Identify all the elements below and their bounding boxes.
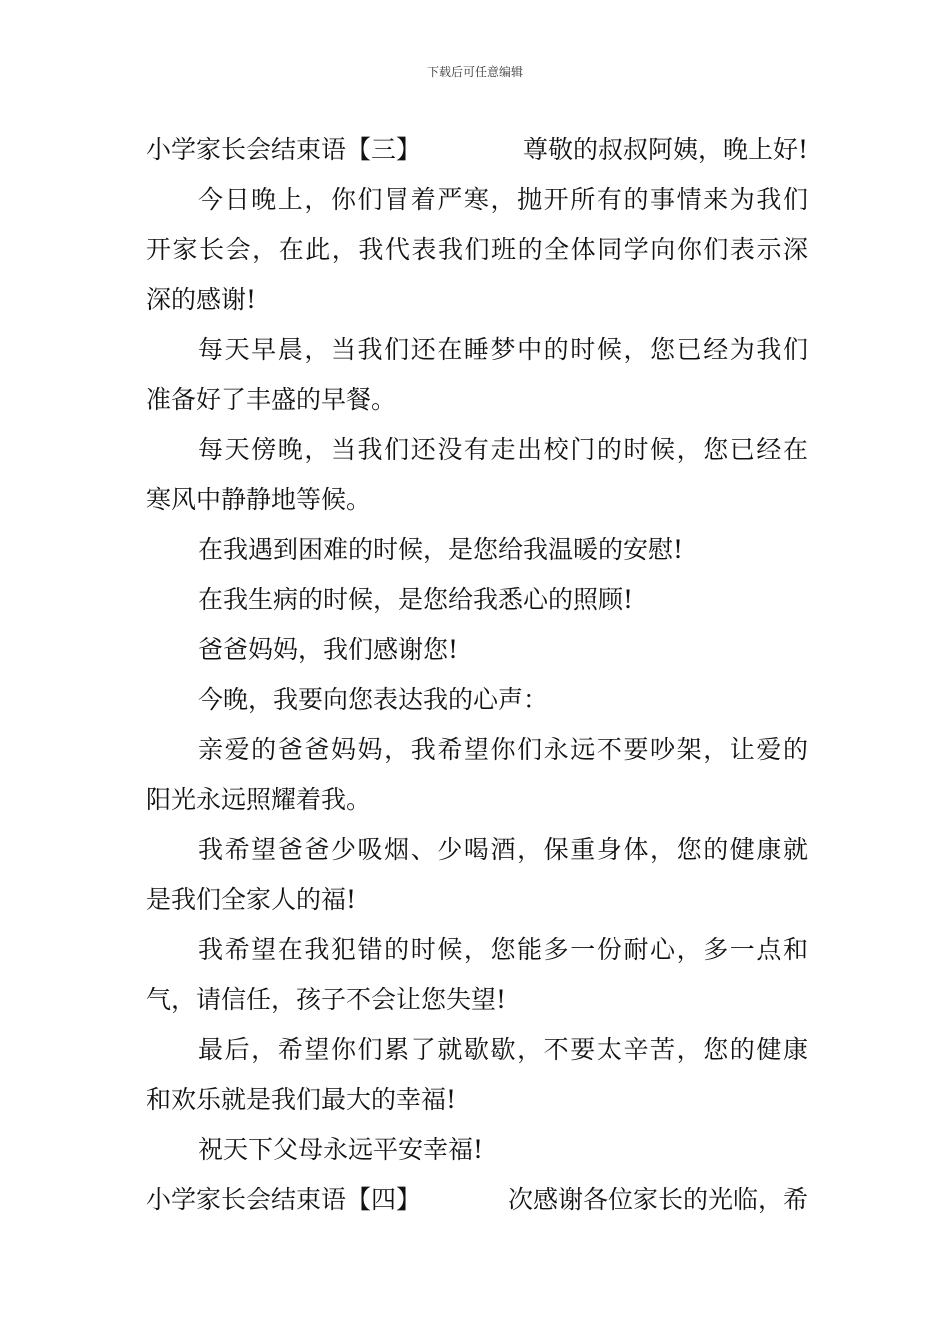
paragraph-line: 爸爸妈妈，我们感谢您!	[198, 635, 459, 664]
paragraph-line: 开家长会，在此，我代表我们班的全体同学向你们表示深	[146, 235, 808, 264]
page-header: 下载后可任意编辑	[426, 65, 523, 79]
paragraph-line: 今晚，我要向您表达我的心声：	[198, 685, 549, 714]
paragraph-line: 每天早晨，当我们还在睡梦中的时候，您已经为我们	[198, 335, 808, 364]
paragraph-line: 深的感谢!	[146, 285, 257, 314]
paragraph-line: 在我遇到困难的时候，是您给我温暖的安慰!	[198, 535, 684, 564]
greeting-text: 尊敬的叔叔阿姨，晚上好!	[522, 135, 808, 164]
section-heading-4	[146, 1175, 808, 1225]
section-title-4: 小学家长会结束语【四】	[146, 1185, 422, 1214]
section-heading-3	[146, 125, 808, 175]
paragraph-line: 气，请信任，孩子不会让您失望!	[146, 985, 507, 1014]
paragraph-line: 和欢乐就是我们最大的幸福!	[146, 1085, 457, 1114]
paragraph-line: 今日晚上，你们冒着严寒，抛开所有的事情来为我们	[198, 185, 808, 214]
paragraph-line: 是我们全家人的福!	[146, 885, 357, 914]
paragraph-line: 寒风中静静地等候。	[146, 485, 372, 514]
paragraph-line: 在我生病的时候，是您给我悉心的照顾!	[198, 585, 634, 614]
paragraph-line: 最后，希望你们累了就歇歇，不要太辛苦，您的健康	[198, 1035, 808, 1064]
paragraph-line: 我希望爸爸少吸烟、少喝酒，保重身体，您的健康就	[198, 835, 808, 864]
paragraph-line: 我希望在我犯错的时候，您能多一份耐心，多一点和	[198, 935, 808, 964]
paragraph-line: 每天傍晚，当我们还没有走出校门的时候，您已经在	[198, 435, 808, 464]
paragraph-line: 亲爱的爸爸妈妈，我希望你们永远不要吵架，让爱的	[198, 735, 808, 764]
document-body	[146, 125, 808, 1225]
section-opening-text: 次感谢各位家长的光临，希	[507, 1185, 808, 1214]
paragraph-line: 准备好了丰盛的早餐。	[146, 385, 397, 414]
section-title-3: 小学家长会结束语【三】	[146, 135, 422, 164]
paragraph-line: 祝天下父母永远平安幸福!	[198, 1135, 484, 1164]
paragraph-line: 阳光永远照耀着我。	[146, 785, 372, 814]
